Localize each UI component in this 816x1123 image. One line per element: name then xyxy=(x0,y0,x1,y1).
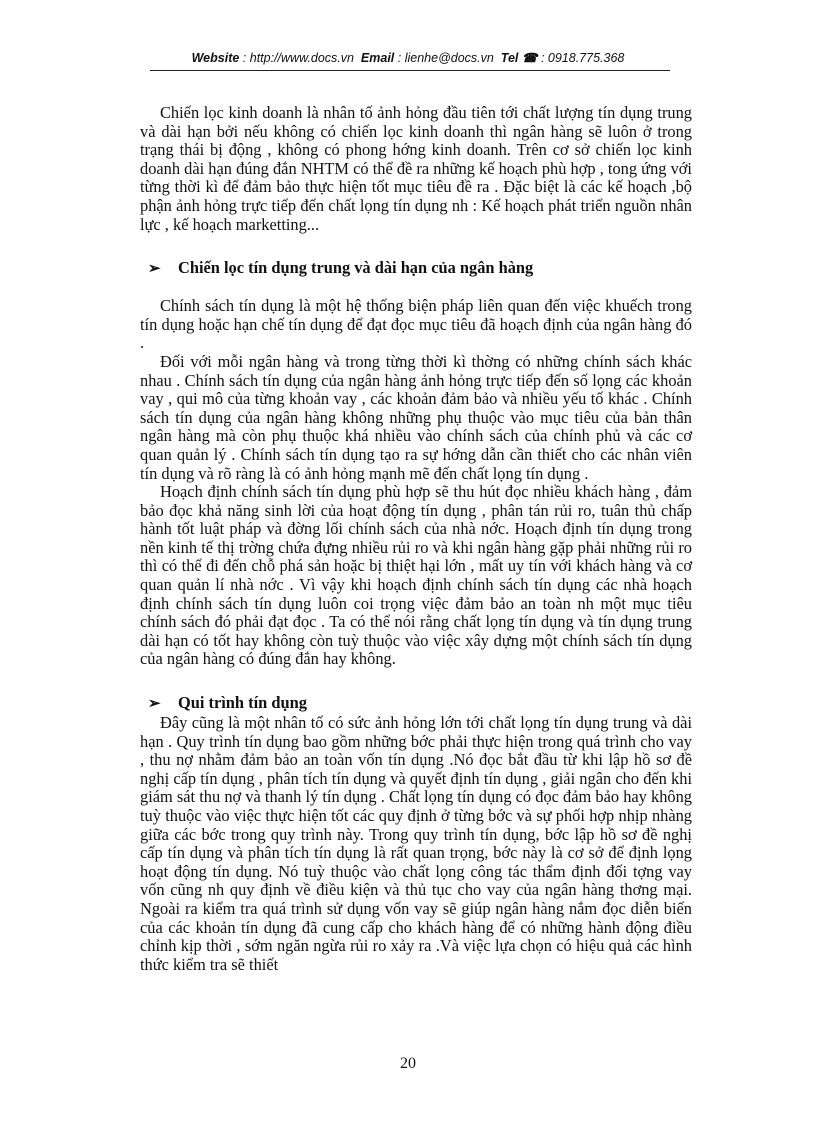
section-heading-text: Chiến lọc tín dụng trung và dài hạn của ngân hàng xyxy=(178,258,534,278)
tel-value: : 0918.775.368 xyxy=(540,51,625,65)
paragraph: Hoạch định chính sách tín dụng phù hợp sẽ thu hút đọc nhiều khách hàng , đảm bảo đọc khả năng sinh lời của hoạt động tín dụng , phân tán rủi ro, tuân thủ chấp hành tốt luật pháp và đờng lối chính sách của nhà nớc. Hoạch định tín dụng trong nền kinh tế thị trờng chứa đựng nhiều rủi ro và khi ngân hàng gặp phải những rủi ro thì có thể đi đến chỗ phá sản hoặc bị thiệt hại lớn , mất uy tín với khách hàng và cơ quan quản lí nhà nớc . Vì vậy khi hoạch định chính sách tín dụng các nhà hoạch định chính sách tín dụng luôn coi trọng việc đảm bảo an toàn nh một mục tiêu chính sách đó phải đạt đọc . Ta có thể nói rằng chất lọng tín dụng và tín dụng trung dài hạn có tốt hay không còn tuỳ thuộc vào việc xây dựng một chính sách tín dụng của ngân hàng có đúng đắn hay không. xyxy=(140,482,692,669)
section-heading xyxy=(140,693,692,714)
email-label: Email xyxy=(360,51,395,65)
phone-icon: ☎ xyxy=(521,51,538,65)
section-heading-text: Qui trình tín dụng xyxy=(178,693,307,713)
arrow-bullet-icon: ➢ xyxy=(148,696,161,713)
document-body xyxy=(140,104,692,974)
page-header xyxy=(0,50,816,65)
paragraph: Đây cũng là một nhân tố có sức ảnh hỏng lớn tới chất lọng tín dụng trung và dài hạn . Quy trình tín dụng bao gồm những bớc phải thực hiện trong quá trình cho vay , thu nợ nhằm đảm bảo an toàn vốn tín dụng .Nó đọc bắt đầu từ khi lập hồ sơ đề nghị cấp tín dụng , phân tích tín dụng và quyết định tín dụng , giải ngân cho đến khi giám sát thu nợ và thanh lý tín dụng . Chất lọng tín dụng có đọc đảm bảo hay không tuỳ thuộc vào việc thực hiện tốt các quy định ở từng bớc và sự phối hợp nhịp nhàng giữa các bớc trong quy trình này. Trong quy trình tín dụng, bớc lập hồ sơ đề nghị cấp tín dụng và phân tích tín dụng là rất quan trọng, bớc này là cơ sở để định lọng hoạt động tín dụng. Nó tuỳ thuộc vào chất lọng công tác thẩm định đối tợng vay vốn cũng nh quy định về điều kiện và thủ tục cho vay của ngân hàng thơng mại. Ngoài ra kiểm tra quá trình sử dụng vốn vay sẽ giúp ngân hàng nắm đọc diễn biến của các khoản tín dụng đã cung cấp cho khách hàng để có những hành động điều chỉnh kịp thời , sớm ngăn ngừa rủi ro xảy ra .Và việc lựa chọn có hiệu quả các hình thức kiểm tra sẽ thiết xyxy=(140,713,692,974)
section-heading xyxy=(140,258,692,279)
intro-paragraph: Chiến lọc kinh doanh là nhân tố ảnh hỏng đầu tiên tới chất lượng tín dụng trung và dài hạn bởi nếu không có chiến lọc kinh doanh thì ngân hàng sẽ luôn ở trong trạng thái bị động , không có phong hớng kinh doanh. Trên cơ sở chiến lọc kinh doanh dài hạn đúng đắn NHTM có thể đề ra những kế hoạch phù hợp , tong ứng với từng thời kì để đảm bảo thực hiện tốt mục tiêu đề ra . Đặc biệt là các kế hoạch ,bộ phận ảnh hỏng trực tiếp đến chất lọng tín dụng nh : Kế hoạch phát triển nguồn nhân lực , kế hoạch marketting... xyxy=(140,103,692,234)
website-value: : http://www.docs.vn xyxy=(242,51,354,65)
paragraph: Đối với mỗi ngân hàng và trong từng thời kì thờng có những chính sách khác nhau . Chính sách tín dụng của ngân hàng ảnh hỏng trực tiếp đến số lọng các khoản vay , qui mô của từng khoản vay , các khoản đảm bảo và nhiều yếu tố khác . Chính sách tín dụng của ngân hàng không những phụ thuộc vào mục tiêu của bản thân ngân hàng mà còn phụ thuộc khá nhiều vào chính sách của chính phủ và các cơ quan quản lý . Chính sách tín dụng tạo ra sự hớng dẫn cần thiết cho các nhân viên tín dụng và rõ ràng là có ảnh hỏng mạnh mẽ đến chất lọng tín dụng . xyxy=(140,351,692,483)
website-label: Website xyxy=(191,51,240,65)
tel-label: Tel xyxy=(500,51,519,65)
page-number: 20 xyxy=(400,1055,416,1072)
paragraph: Chính sách tín dụng là một hệ thống biện pháp liên quan đến việc khuếch trong tín dụng hoặc hạn chế tín dụng để đạt đọc mục tiêu đã hoạch định của ngân hàng đó . xyxy=(140,296,692,353)
arrow-bullet-icon: ➢ xyxy=(148,261,161,278)
email-value: : lienhe@docs.vn xyxy=(397,51,494,65)
header-rule xyxy=(150,70,670,71)
